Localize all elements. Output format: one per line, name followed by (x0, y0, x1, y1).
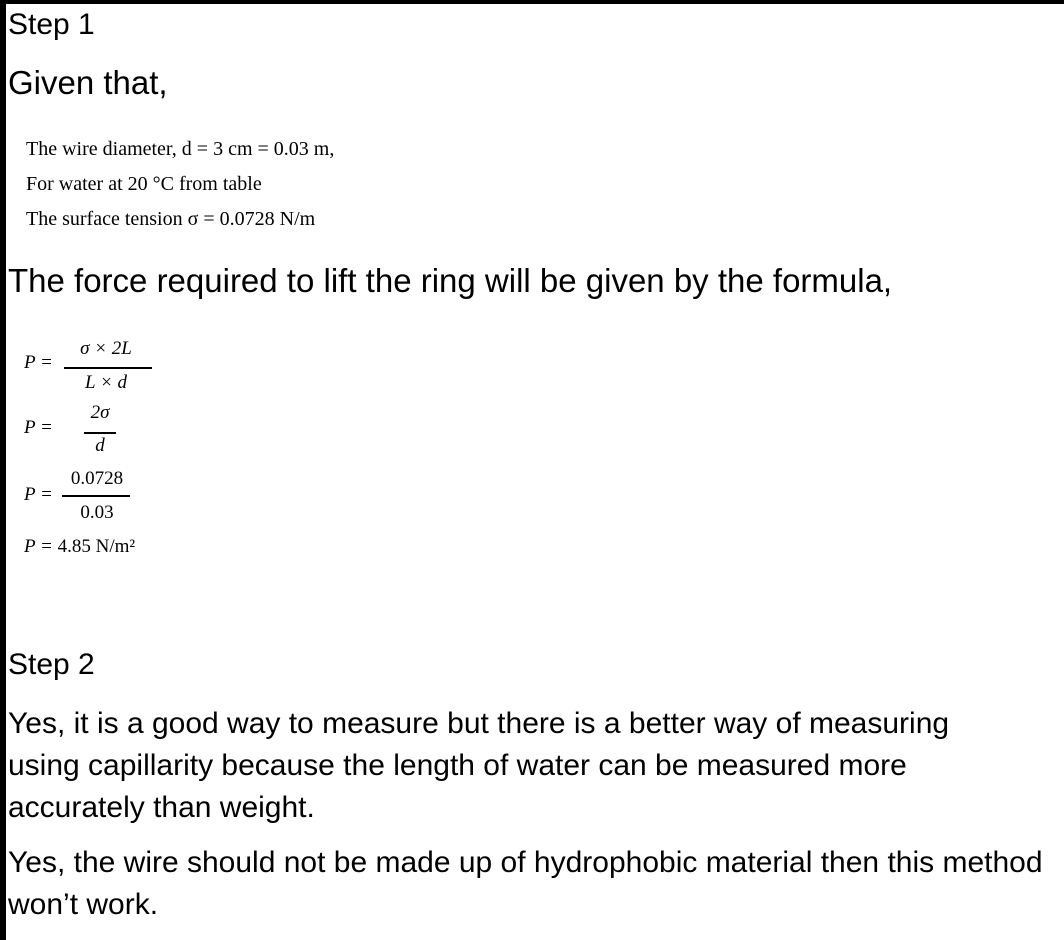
equation-numerator: 0.0728 (70, 468, 124, 489)
equation-result (24, 536, 135, 558)
equation-numerator: 2σ (90, 402, 110, 423)
result-unit: N/m² (95, 536, 136, 557)
given-line-water: For water at 20 °C from table (26, 173, 262, 195)
formula-intro: The force required to lift the ring will be given by the formula, (8, 262, 893, 299)
fraction-bar (84, 432, 116, 434)
equation-lhs: P = (24, 417, 53, 438)
page-left-border (0, 0, 6, 940)
fraction-bar (64, 367, 152, 369)
given-line-surface-tension: The surface tension σ = 0.0728 N/m (26, 208, 316, 230)
equation-numerator: σ × 2L (80, 338, 132, 359)
equation-1 (24, 338, 144, 398)
step1-heading: Step 1 (8, 8, 95, 41)
equation-denominator: 0.03 (80, 502, 114, 523)
step2-heading: Step 2 (8, 648, 95, 681)
step2-paragraph-2: Yes, the wire should not be made up of hydrophobic material then this method won’t work. (8, 846, 1043, 921)
result-lhs: P = (24, 536, 53, 557)
equation-denominator: d (95, 435, 105, 456)
result-value: 4.85 (57, 536, 91, 557)
fraction-bar (62, 495, 130, 497)
step2-paragraph-1: Yes, it is a good way to measure but there is a better way of measuring using capillarity because the length of water can be measured more accurately than weight. (8, 707, 950, 824)
equation-denominator: L × d (84, 372, 128, 393)
equation-lhs: P = (24, 484, 53, 505)
equation-2 (24, 402, 144, 462)
page-top-border (0, 0, 1064, 4)
given-line-diameter: The wire diameter, d = 3 cm = 0.03 m, (26, 138, 335, 160)
given-intro: Given that, (8, 64, 168, 101)
equation-3 (24, 468, 144, 528)
equation-lhs: P = (24, 352, 53, 373)
